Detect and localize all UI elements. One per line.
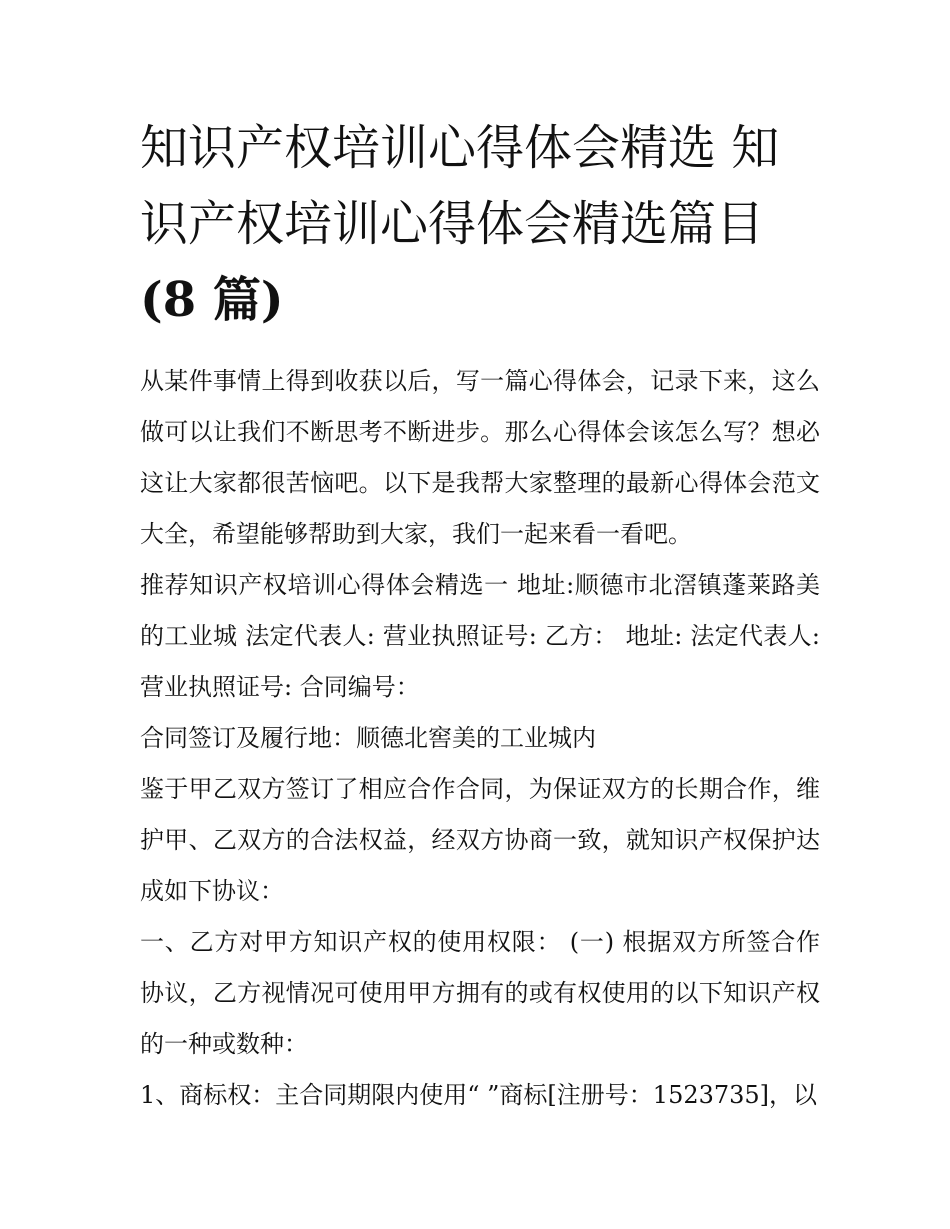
contract-place-paragraph: 合同签订及履行地：顺德北窖美的工业城内: [140, 724, 596, 752]
document-page: [140, 110, 820, 1121]
document-body: [140, 356, 820, 1121]
intro-paragraph: 从某件事情上得到收获以后，写一篇心得体会，记录下来，这么做可以让我们不断思考不断进步。那么心得体会该怎么写？想必这让大家都很苦恼吧。以下是我帮大家整理的最新心得体会范文大全，希望能够帮助到大家，我们一起来看一看吧。: [140, 367, 820, 548]
clause-one-paragraph: 一、乙方对甲方知识产权的使用权限： (一) 根据双方所签合作协议，乙方视情况可使用甲方拥有的或有权使用的以下知识产权的一种或数种：: [140, 928, 820, 1058]
document-title: [140, 110, 820, 338]
contract-parties-paragraph: 推荐知识产权培训心得体会精选一 地址:顺德市北滘镇蓬莱路美的工业城 法定代表人: 营业执照证号: 乙方： 地址: 法定代表人: 营业执照证号: 合同编号：: [140, 571, 820, 701]
trademark-clause-paragraph: 1、商标权：主合同期限内使用“ ”商标[注册号：1523735]，以: [140, 1081, 818, 1109]
title-text: 知识产权培训心得体会精选 知识产权培训心得体会精选篇目: [140, 120, 780, 252]
agreement-preamble-paragraph: 鉴于甲乙双方签订了相应合作合同，为保证双方的长期合作，维护甲、乙双方的合法权益，经双方协商一致，就知识产权保护达成如下协议：: [140, 775, 820, 905]
title-count: (8 篇): [140, 272, 284, 328]
